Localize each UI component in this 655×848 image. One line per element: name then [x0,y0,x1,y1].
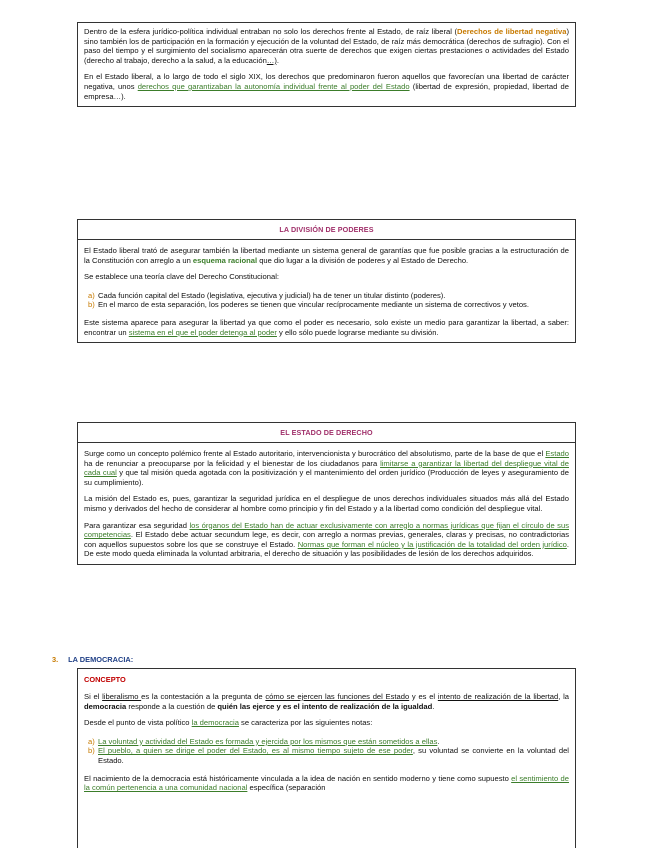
democracy-paragraph-1: Si el liberalismo es la contestación a la pregunta de cómo se ejercen las funciones del Estado y es el intento de realización de la libertad, la democracia responde a la cuestión de quién las ejerce y es el intento de realización de la igualdad. [84,692,570,711]
list-item: a) Cada función capital del Estado (legislativa, ejecutiva y judicial) ha de tener un titular distinto (poderes). [88,290,446,300]
division-of-powers-box [77,219,576,343]
section-heading-democracy [52,655,133,664]
division-list [84,291,569,310]
division-paragraph-3: Este sistema aparece para asegurar la libertad ya que como el poder es necesario, solo existe un medio para garantizar la libertad, a saber: encontrar un sistema en el que el poder detenga al poder y ello sólo puede lograrse mediante su división. [84,317,569,337]
rights-box [77,22,576,107]
concept-label: CONCEPTO [84,675,126,684]
division-of-powers-title: LA DIVISIÓN DE PODERES [78,220,575,240]
rule-of-law-paragraph-1: Surge como un concepto polémico frente al Estado autoritario, intervencionista y burocrático del absolutismo, parte de la base de que el Estado ha de renunciar a preocuparse por la felicidad y el bienestar de los ciudadanos para limitarse a garantizar la libertad del despliegue vital de cada cual y que tal misión queda agotada con la positivización y el mantenimiento del orden jurídico (Producción de leyes y aseguramiento de su cumplimiento). [84,449,569,487]
democracy-list [84,737,569,766]
rule-of-law-paragraph-3: Para garantizar esa seguridad los órganos del Estado han de actuar exclusivamente con arreglo a normas jurídicas que fijan el círculo de sus competencias. El Estado debe actuar secundum lege, es decir, con arreglo a normas previas, generales, claras y precisas, no contradictorias con aquellos supuestos sobre los que se construye el Estado. Normas que forman el núcleo y la justificación de la totalidad del orden jurídico. De este modo queda eliminada la voluntad arbitraria, el derecho de situación y las posibilidades de lesión de los derechos adquiridos. [84,520,569,559]
division-paragraph-2: Se establece una teoría clave del Derecho Constitucional: [84,272,280,282]
rule-of-law-paragraph-2: La misión del Estado es, pues, garantizar la seguridad jurídica en el despliegue de unos derechos individuales situados más allá del Estado mismo y derivados del hecho de considerar al hombre como principio y fin del Estado y a la libertad como condición del despliegue vital. [84,494,569,513]
democracy-box [77,668,576,848]
list-item: b) En el marco de esta separación, los poderes se tienen que vincular recíprocamente mediante un sistema de correctivos y vetos. [88,300,529,310]
rule-of-law-box [77,422,576,565]
rights-paragraph-2: En el Estado liberal, a lo largo de todo el siglo XIX, los derechos que predominaron fueron aquellos que favorecían una libertad de carácter negativa, unos derechos que garantizaban la autonomía individual frente al poder del Estado (libertad de expresión, propiedad, libertad de empresa…). [84,72,569,101]
list-item: b) El pueblo, a quien se dirige el poder del Estado, es al mismo tiempo sujeto de ese poder, su voluntad se convierte en la voluntad del Estado. [88,746,569,765]
rights-paragraph-1: Dentro de la esfera jurídico-política individual entraban no solo los derechos frente al Estado, de raíz liberal (Derechos de libertad negativa) sino también los de participación en la formación y ejecución de la voluntad del Estado, de raíz más democrática (derechos de sufragio). Con el paso del tiempo y el surgimiento del socialismo aparecerán otra suerte de derechos que exigen ciertas prestaciones o actividades del Estado (derecho al trabajo, derecho a la salud, a la educación…). [84,27,569,65]
list-item: a) La voluntad y actividad del Estado es formada y ejercida por los mismos que están sometidos a ellas. [88,736,440,746]
democracy-paragraph-3: El nacimiento de la democracia está históricamente vinculada a la idea de nación en sentido moderno y tiene como supuesto el sentimiento de la común pertenencia a una comunidad nacional específica (separación [84,773,569,793]
democracy-paragraph-2: Desde el punto de vista político la democracia se caracteriza por las siguientes notas: [84,718,373,728]
division-paragraph-1: El Estado liberal trató de asegurar también la libertad mediante un sistema general de garantías que fue posible gracias a la estructuración de la Constitución con arreglo a un esquema racional que dio lugar a la división de poderes y al Estado de Derecho. [84,246,569,265]
section-number: 3. [52,655,59,664]
section-title: LA DEMOCRACIA: [68,655,134,664]
rule-of-law-title: EL ESTADO DE DERECHO [78,423,575,443]
